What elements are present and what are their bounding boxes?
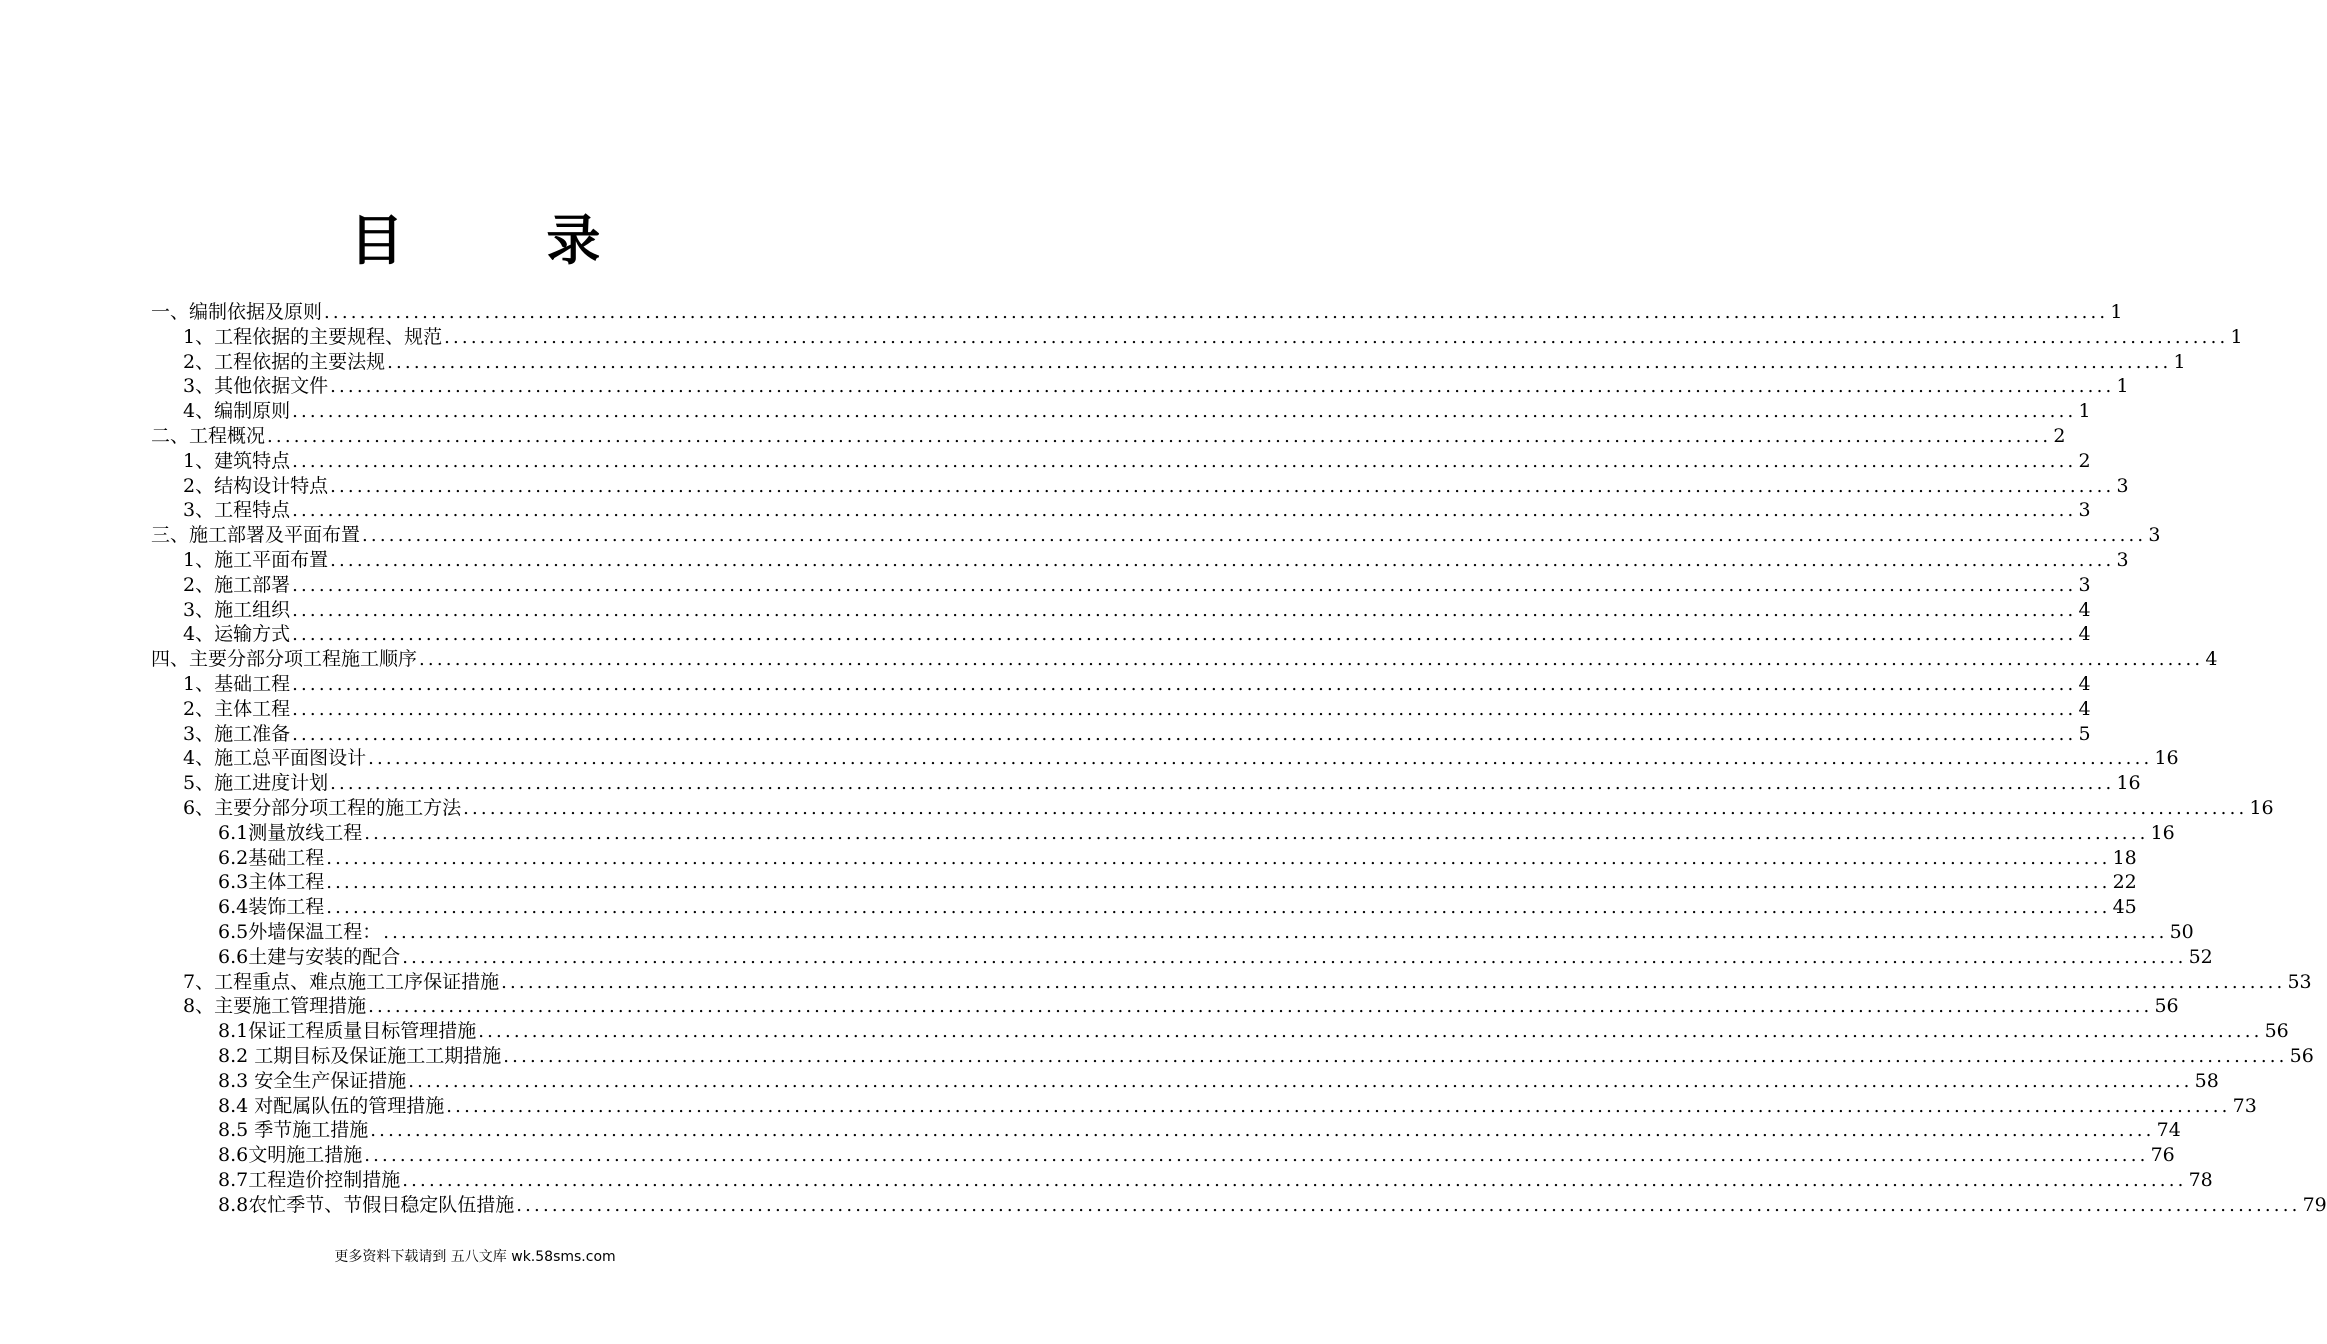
toc-entry-label: 8.6文明施工措施: [218, 1144, 363, 1167]
toc-entry-page: 45: [2112, 896, 2137, 919]
toc-entry-label: 8.7工程造价控制措施: [218, 1169, 401, 1191]
toc-entry-page: 1: [2173, 350, 2186, 373]
toc-entry[interactable]: [151, 300, 2123, 325]
toc-leader-dots: ........................................................................................................................................................................................................: [292, 624, 2077, 646]
toc-entry-page: 3: [2148, 524, 2161, 547]
toc-entry-page: 3: [2078, 499, 2091, 522]
toc-leader-dots: ........................................................................................................................................................................................................: [362, 525, 2147, 547]
toc-entry[interactable]: [183, 474, 2129, 499]
toc-entry[interactable]: [183, 672, 2091, 697]
toc-entry-label: 二、工程概况: [151, 425, 266, 447]
toc-entry-page: 50: [2169, 921, 2194, 943]
toc-leader-dots: ........................................................................................................................................................................................................: [478, 1021, 2263, 1043]
toc-entry[interactable]: [218, 846, 2137, 871]
toc-entry[interactable]: [218, 1044, 2314, 1069]
toc-entry-page: 53: [2287, 970, 2312, 993]
toc-entry-page: 52: [2188, 945, 2213, 968]
toc-entry-page: 58: [2194, 1069, 2219, 1092]
toc-entry[interactable]: [183, 771, 2141, 796]
toc-entry-page: 3: [2116, 549, 2129, 571]
toc-entry[interactable]: [183, 325, 2243, 350]
toc-entry-label: 6.1测量放线工程: [218, 821, 363, 844]
toc-entry-label: 6、主要分部分项工程的施工方法: [183, 797, 462, 819]
toc-entry[interactable]: [218, 1143, 2175, 1168]
toc-leader-dots: ........................................................................................................................................................................................................: [364, 822, 2149, 844]
toc-entry-label: 3、工程特点: [183, 499, 291, 522]
toc-entry[interactable]: [151, 523, 2161, 548]
toc-leader-dots: ........................................................................................................................................................................................................: [292, 450, 2077, 472]
toc-entry[interactable]: [151, 647, 2218, 672]
toc-entry-page: 5: [2078, 722, 2091, 745]
toc-entry-label: 6.6土建与安装的配合: [218, 945, 401, 968]
toc-leader-dots: ........................................................................................................................................................................................................: [446, 1095, 2231, 1117]
toc-entry-page: 4: [2205, 648, 2218, 671]
toc-leader-dots: ........................................................................................................................................................................................................: [364, 1145, 2149, 1167]
toc-entry[interactable]: [183, 697, 2091, 722]
toc-entry-page: 16: [2116, 772, 2141, 795]
toc-entry[interactable]: [183, 994, 2179, 1019]
footer-note: 更多资料下载请到 五八文库 wk.58sms.com: [334, 1249, 616, 1265]
toc-entry-label: 6.3主体工程: [218, 871, 325, 894]
toc-entry-page: 1: [2110, 301, 2123, 323]
toc-entry-page: 56: [2264, 1020, 2289, 1043]
toc-leader-dots: ........................................................................................................................................................................................................: [463, 798, 2248, 819]
toc-entry-page: 4: [2078, 697, 2091, 720]
toc-entry[interactable]: [183, 548, 2129, 573]
toc-entry-label: 1、施工平面布置: [183, 549, 329, 571]
toc-leader-dots: ........................................................................................................................................................................................................: [292, 674, 2077, 695]
toc-entry-label: 1、工程依据的主要规程、规范: [183, 325, 443, 348]
toc-entry[interactable]: [183, 722, 2091, 747]
toc-entry[interactable]: [218, 1069, 2219, 1094]
toc-entry-page: 1: [2116, 375, 2129, 398]
toc-entry-label: 4、运输方式: [183, 623, 291, 646]
toc-leader-dots: ........................................................................................................................................................................................................: [292, 723, 2077, 745]
toc-entry-page: 18: [2112, 846, 2137, 869]
toc-entry-page: 56: [2289, 1045, 2314, 1067]
toc-entry-label: 2、工程依据的主要法规: [183, 350, 386, 373]
toc-entry-page: 16: [2154, 747, 2179, 770]
toc-entry[interactable]: [183, 573, 2091, 598]
toc-entry-label: 8.3 安全生产保证措施: [218, 1069, 407, 1092]
toc-entry[interactable]: [183, 598, 2091, 623]
toc-entry-page: 16: [2249, 797, 2274, 819]
toc-entry-page: 1: [2230, 325, 2243, 348]
toc-entry-page: 73: [2232, 1094, 2257, 1117]
toc-leader-dots: ........................................................................................................................................................................................................: [326, 847, 2111, 869]
toc-leader-dots: ........................................................................................................................................................................................................: [292, 698, 2077, 720]
toc-entry-label: 8.8农忙季节、节假日稳定队伍措施: [218, 1193, 515, 1216]
toc-entry[interactable]: [183, 399, 2091, 424]
toc-entry[interactable]: [218, 1019, 2289, 1044]
toc-entry-page: 1: [2078, 400, 2091, 423]
toc-leader-dots: ........................................................................................................................................................................................................: [383, 922, 2168, 943]
toc-entry-page: 16: [2150, 821, 2175, 844]
toc-entry-page: 4: [2078, 598, 2091, 621]
toc-entry[interactable]: [218, 870, 2137, 895]
toc-entry-label: 8、主要施工管理措施: [183, 995, 367, 1018]
toc-entry[interactable]: [218, 895, 2137, 920]
toc-leader-dots: ........................................................................................................................................................................................................: [402, 1170, 2187, 1191]
toc-entry-page: 74: [2156, 1119, 2181, 1142]
toc-entry-label: 4、施工总平面图设计: [183, 747, 367, 770]
toc-entry-label: 7、工程重点、难点施工工序保证措施: [183, 970, 500, 993]
toc-entry[interactable]: [183, 746, 2179, 771]
page-title: 目 录: [349, 208, 663, 272]
toc-entry[interactable]: [183, 970, 2312, 995]
toc-leader-dots: ........................................................................................................................................................................................................: [402, 946, 2187, 968]
toc-entry-label: 6.4装饰工程: [218, 896, 325, 919]
toc-entry[interactable]: [183, 449, 2091, 474]
toc-entry-label: 2、结构设计特点: [183, 474, 329, 497]
toc-entry-label: 四、主要分部分项工程施工顺序: [151, 648, 418, 671]
toc-entry-label: 4、编制原则: [183, 400, 291, 423]
toc-entry-page: 78: [2188, 1169, 2213, 1191]
toc-entry[interactable]: [218, 821, 2175, 846]
toc-leader-dots: ........................................................................................................................................................................................................: [368, 748, 2153, 770]
toc-entry[interactable]: [218, 920, 2194, 945]
toc-entry-page: 2: [2053, 425, 2066, 447]
toc-entry[interactable]: [183, 622, 2091, 647]
toc-leader-dots: ........................................................................................................................................................................................................: [292, 401, 2077, 423]
toc-leader-dots: ........................................................................................................................................................................................................: [292, 599, 2077, 621]
toc-entry-page: 2: [2078, 449, 2091, 472]
toc-leader-dots: ........................................................................................................................................................................................................: [503, 1046, 2288, 1067]
toc-leader-dots: ........................................................................................................................................................................................................: [292, 500, 2077, 522]
toc-entry-label: 1、基础工程: [183, 673, 291, 695]
toc-entry-label: 1、建筑特点: [183, 449, 291, 472]
toc-entry-label: 3、其他依据文件: [183, 375, 329, 398]
toc-leader-dots: ........................................................................................................................................................................................................: [370, 1120, 2155, 1142]
toc-entry-page: 56: [2154, 995, 2179, 1018]
toc-leader-dots: ........................................................................................................................................................................................................: [387, 351, 2172, 373]
toc-leader-dots: ........................................................................................................................................................................................................: [326, 872, 2111, 894]
toc-entry-label: 2、主体工程: [183, 697, 291, 720]
toc-leader-dots: ........................................................................................................................................................................................................: [408, 1070, 2193, 1092]
toc-leader-dots: ........................................................................................................................................................................................................: [330, 773, 2115, 795]
toc-entry-page: 3: [2078, 573, 2091, 596]
toc-leader-dots: ........................................................................................................................................................................................................: [368, 996, 2153, 1018]
toc-entry-label: 三、施工部署及平面布置: [151, 524, 361, 547]
toc-entry-label: 5、施工进度计划: [183, 772, 329, 795]
toc-entry-page: 4: [2078, 623, 2091, 646]
toc-leader-dots: ........................................................................................................................................................................................................: [326, 897, 2111, 919]
toc-leader-dots: ........................................................................................................................................................................................................: [330, 550, 2115, 571]
toc-leader-dots: ........................................................................................................................................................................................................: [330, 475, 2115, 497]
toc-entry-label: 3、施工组织: [183, 598, 291, 621]
toc-entry[interactable]: [218, 1168, 2213, 1193]
toc-entry-page: 79: [2302, 1193, 2327, 1216]
toc-entry-page: 4: [2078, 673, 2091, 695]
toc-entry-label: 8.4 对配属队伍的管理措施: [218, 1094, 445, 1117]
toc-leader-dots: ........................................................................................................................................................................................................: [501, 971, 2286, 993]
toc-entry-label: 8.2 工期目标及保证施工工期措施: [218, 1045, 502, 1067]
toc-entry[interactable]: [183, 374, 2129, 399]
toc-leader-dots: ........................................................................................................................................................................................................: [330, 376, 2115, 398]
toc-leader-dots: ........................................................................................................................................................................................................: [292, 574, 2077, 596]
toc-entry[interactable]: [218, 1193, 2327, 1218]
toc-entry[interactable]: [218, 945, 2213, 970]
toc-entry[interactable]: [183, 796, 2274, 821]
toc-entry-label: 8.1保证工程质量目标管理措施: [218, 1020, 477, 1043]
toc-leader-dots: ........................................................................................................................................................................................................: [516, 1194, 2301, 1216]
toc-entry-page: 22: [2112, 871, 2137, 894]
toc-entry[interactable]: [218, 1094, 2257, 1119]
toc-leader-dots: ........................................................................................................................................................................................................: [444, 326, 2229, 348]
toc-entry[interactable]: [183, 498, 2091, 523]
toc-leader-dots: ........................................................................................................................................................................................................: [324, 302, 2109, 323]
toc-entry-label: 8.5 季节施工措施: [218, 1119, 369, 1142]
toc-entry-page: 3: [2116, 474, 2129, 497]
toc-entry[interactable]: [183, 350, 2186, 375]
toc-entry[interactable]: [151, 424, 2066, 449]
toc-entry-label: 3、施工准备: [183, 722, 291, 745]
toc-entry-label: 6.2基础工程: [218, 846, 325, 869]
toc-entry-label: 一、编制依据及原则: [151, 301, 323, 323]
toc-leader-dots: ........................................................................................................................................................................................................: [267, 426, 2052, 447]
toc-entry[interactable]: [218, 1118, 2181, 1143]
toc-entry-page: 76: [2150, 1144, 2175, 1167]
toc-entry-label: 6.5外墙保温工程：: [218, 921, 382, 943]
toc-leader-dots: ........................................................................................................................................................................................................: [419, 649, 2204, 671]
toc-entry-label: 2、施工部署: [183, 573, 291, 596]
